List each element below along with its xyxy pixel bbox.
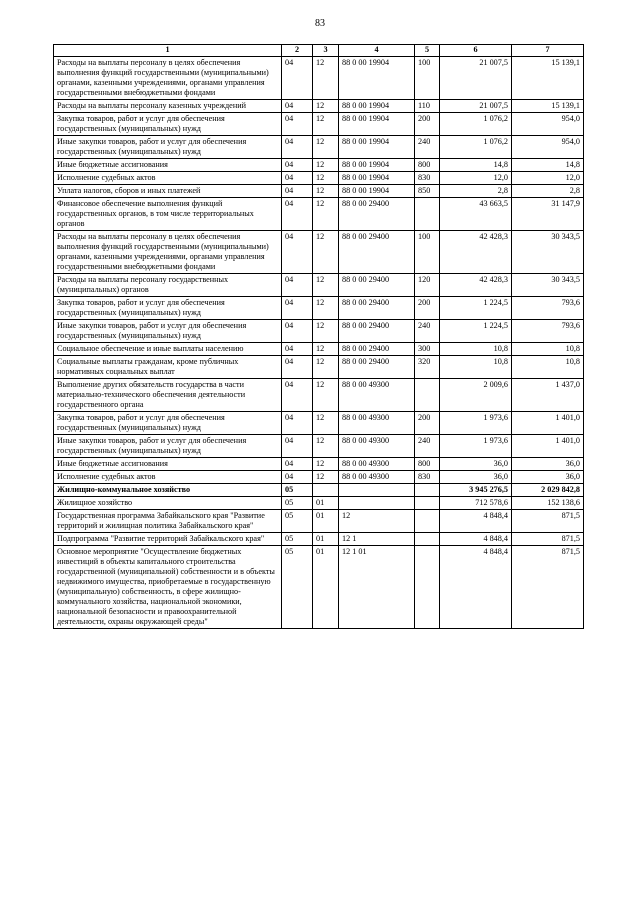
table-row <box>54 435 584 458</box>
amount-col7-cell: 1 401,0 <box>512 412 584 435</box>
section-code-cell: 04 <box>282 198 313 231</box>
amount-col7-cell: 12,0 <box>512 172 584 185</box>
amount-col7-cell: 152 138,6 <box>512 497 584 510</box>
amount-col7-cell: 871,5 <box>512 510 584 533</box>
subsection-code-cell: 12 <box>313 435 339 458</box>
table-row <box>54 185 584 198</box>
section-code-cell: 05 <box>282 533 313 546</box>
section-code-cell: 04 <box>282 320 313 343</box>
expense-type-code-cell <box>415 510 440 533</box>
amount-col7-cell: 14,8 <box>512 159 584 172</box>
amount-col7-cell: 871,5 <box>512 546 584 629</box>
target-item-code-cell: 88 0 00 29400 <box>339 297 415 320</box>
amount-col6-cell: 21 007,5 <box>440 57 512 100</box>
subsection-code-cell: 01 <box>313 510 339 533</box>
table-row <box>54 497 584 510</box>
expense-type-code-cell: 100 <box>415 231 440 274</box>
amount-col7-cell: 31 147,9 <box>512 198 584 231</box>
item-name-cell: Закупка товаров, работ и услуг для обеспечения государственных (муниципальных) нужд <box>54 412 282 435</box>
amount-col7-cell: 871,5 <box>512 533 584 546</box>
subsection-code-cell: 12 <box>313 471 339 484</box>
table-row <box>54 533 584 546</box>
column-header: 7 <box>512 45 584 57</box>
amount-col6-cell: 4 848,4 <box>440 510 512 533</box>
expense-type-code-cell: 100 <box>415 57 440 100</box>
item-name-cell: Иные закупки товаров, работ и услуг для обеспечения государственных (муниципальных) нужд <box>54 320 282 343</box>
budget-table <box>53 44 584 629</box>
item-name-cell: Социальные выплаты гражданам, кроме публичных нормативных социальных выплат <box>54 356 282 379</box>
amount-col7-cell: 36,0 <box>512 471 584 484</box>
target-item-code-cell: 12 1 01 <box>339 546 415 629</box>
table-row <box>54 231 584 274</box>
subsection-code-cell: 12 <box>313 297 339 320</box>
expense-type-code-cell: 800 <box>415 458 440 471</box>
section-code-cell: 04 <box>282 100 313 113</box>
amount-col6-cell: 1 076,2 <box>440 113 512 136</box>
target-item-code-cell: 88 0 00 49300 <box>339 412 415 435</box>
table-row <box>54 546 584 629</box>
table-row <box>54 136 584 159</box>
amount-col7-cell: 10,8 <box>512 343 584 356</box>
table-row <box>54 510 584 533</box>
target-item-code-cell: 88 0 00 29400 <box>339 356 415 379</box>
table-row <box>54 343 584 356</box>
item-name-cell: Социальное обеспечение и иные выплаты населению <box>54 343 282 356</box>
expense-type-code-cell: 240 <box>415 320 440 343</box>
column-header: 4 <box>339 45 415 57</box>
expense-type-code-cell: 200 <box>415 113 440 136</box>
expense-type-code-cell <box>415 198 440 231</box>
column-header: 5 <box>415 45 440 57</box>
subsection-code-cell: 12 <box>313 57 339 100</box>
amount-col6-cell: 21 007,5 <box>440 100 512 113</box>
amount-col6-cell: 2,8 <box>440 185 512 198</box>
section-code-cell: 04 <box>282 343 313 356</box>
amount-col7-cell: 793,6 <box>512 320 584 343</box>
target-item-code-cell: 88 0 00 29400 <box>339 231 415 274</box>
target-item-code-cell: 88 0 00 19904 <box>339 172 415 185</box>
table-row <box>54 159 584 172</box>
item-name-cell: Жилищное хозяйство <box>54 497 282 510</box>
item-name-cell: Иные бюджетные ассигнования <box>54 458 282 471</box>
expense-type-code-cell <box>415 497 440 510</box>
section-code-cell: 04 <box>282 185 313 198</box>
subsection-code-cell: 12 <box>313 100 339 113</box>
target-item-code-cell: 88 0 00 19904 <box>339 113 415 136</box>
expense-type-code-cell: 800 <box>415 159 440 172</box>
table-header-row <box>54 45 584 57</box>
target-item-code-cell <box>339 497 415 510</box>
item-name-cell: Закупка товаров, работ и услуг для обеспечения государственных (муниципальных) нужд <box>54 113 282 136</box>
section-code-cell: 05 <box>282 510 313 533</box>
amount-col6-cell: 1 076,2 <box>440 136 512 159</box>
target-item-code-cell: 88 0 00 19904 <box>339 185 415 198</box>
amount-col7-cell: 954,0 <box>512 136 584 159</box>
amount-col6-cell: 1 973,6 <box>440 412 512 435</box>
section-code-cell: 04 <box>282 231 313 274</box>
target-item-code-cell: 88 0 00 49300 <box>339 458 415 471</box>
section-code-cell: 04 <box>282 412 313 435</box>
section-code-cell: 04 <box>282 435 313 458</box>
section-code-cell: 04 <box>282 57 313 100</box>
column-header: 3 <box>313 45 339 57</box>
expense-type-code-cell: 830 <box>415 172 440 185</box>
target-item-code-cell: 12 1 <box>339 533 415 546</box>
item-name-cell: Финансовое обеспечение выполнения функций государственных органов, в том числе территориальных органов <box>54 198 282 231</box>
amount-col7-cell: 30 343,5 <box>512 274 584 297</box>
amount-col6-cell: 1 224,5 <box>440 297 512 320</box>
subsection-code-cell: 12 <box>313 320 339 343</box>
section-code-cell: 04 <box>282 136 313 159</box>
target-item-code-cell: 88 0 00 49300 <box>339 379 415 412</box>
item-name-cell: Государственная программа Забайкальского края "Развитие территорий и жилищная политика Забайкальского края" <box>54 510 282 533</box>
subsection-code-cell: 12 <box>313 185 339 198</box>
item-name-cell: Расходы на выплаты персоналу казенных учреждений <box>54 100 282 113</box>
section-code-cell: 04 <box>282 297 313 320</box>
expense-type-code-cell: 200 <box>415 297 440 320</box>
column-header: 2 <box>282 45 313 57</box>
amount-col7-cell: 2 029 842,8 <box>512 484 584 497</box>
subsection-code-cell: 12 <box>313 231 339 274</box>
section-code-cell: 04 <box>282 356 313 379</box>
amount-col6-cell: 14,8 <box>440 159 512 172</box>
expense-type-code-cell <box>415 546 440 629</box>
section-code-cell: 04 <box>282 172 313 185</box>
item-name-cell: Расходы на выплаты персоналу в целях обеспечения выполнения функций государственными (муниципальными) органами, казенными учреждениями, органами управления государственными внебюджетными фондами <box>54 231 282 274</box>
target-item-code-cell: 88 0 00 49300 <box>339 471 415 484</box>
amount-col7-cell: 15 139,1 <box>512 100 584 113</box>
item-name-cell: Основное мероприятие "Осуществление бюджетных инвестиций в объекты капитального строительства государственной (муниципальной) собственности и в объекты недвижимого имущества, приобретаемые в государственную (муниципальную) собственность, в сфере жилищно-коммунального хозяйства, национальной экономики, национальной безопасности и правоохранительной деятельности, охраны окружающей среды" <box>54 546 282 629</box>
page-number: 83 <box>315 18 325 29</box>
amount-col6-cell: 3 945 276,5 <box>440 484 512 497</box>
column-header: 6 <box>440 45 512 57</box>
amount-col6-cell: 10,8 <box>440 343 512 356</box>
item-name-cell: Расходы на выплаты персоналу государственных (муниципальных) органов <box>54 274 282 297</box>
amount-col7-cell: 1 401,0 <box>512 435 584 458</box>
expense-type-code-cell: 300 <box>415 343 440 356</box>
subsection-code-cell: 01 <box>313 533 339 546</box>
amount-col6-cell: 36,0 <box>440 471 512 484</box>
amount-col6-cell: 4 848,4 <box>440 533 512 546</box>
amount-col6-cell: 12,0 <box>440 172 512 185</box>
item-name-cell: Иные закупки товаров, работ и услуг для обеспечения государственных (муниципальных) нужд <box>54 136 282 159</box>
target-item-code-cell: 88 0 00 19904 <box>339 100 415 113</box>
item-name-cell: Жилищно-коммунальное хозяйство <box>54 484 282 497</box>
subsection-code-cell: 12 <box>313 343 339 356</box>
subsection-code-cell: 12 <box>313 379 339 412</box>
subsection-code-cell: 01 <box>313 546 339 629</box>
item-name-cell: Исполнение судебных актов <box>54 172 282 185</box>
table-row <box>54 113 584 136</box>
item-name-cell: Исполнение судебных актов <box>54 471 282 484</box>
amount-col7-cell: 10,8 <box>512 356 584 379</box>
item-name-cell: Иные закупки товаров, работ и услуг для обеспечения государственных (муниципальных) нужд <box>54 435 282 458</box>
subsection-code-cell: 12 <box>313 172 339 185</box>
amount-col7-cell: 954,0 <box>512 113 584 136</box>
subsection-code-cell: 12 <box>313 113 339 136</box>
table-row <box>54 320 584 343</box>
expense-type-code-cell <box>415 533 440 546</box>
target-item-code-cell: 88 0 00 19904 <box>339 159 415 172</box>
expense-type-code-cell <box>415 379 440 412</box>
section-code-cell: 05 <box>282 497 313 510</box>
amount-col7-cell: 15 139,1 <box>512 57 584 100</box>
expense-type-code-cell: 830 <box>415 471 440 484</box>
target-item-code-cell: 88 0 00 29400 <box>339 274 415 297</box>
section-code-cell: 04 <box>282 274 313 297</box>
table-row <box>54 57 584 100</box>
section-code-cell: 04 <box>282 458 313 471</box>
table-row <box>54 274 584 297</box>
amount-col7-cell: 1 437,0 <box>512 379 584 412</box>
expense-type-code-cell: 320 <box>415 356 440 379</box>
amount-col7-cell: 793,6 <box>512 297 584 320</box>
table-row <box>54 100 584 113</box>
expense-type-code-cell: 850 <box>415 185 440 198</box>
section-code-cell: 04 <box>282 379 313 412</box>
amount-col6-cell: 42 428,3 <box>440 274 512 297</box>
table-row <box>54 297 584 320</box>
subsection-code-cell: 12 <box>313 136 339 159</box>
item-name-cell: Иные бюджетные ассигнования <box>54 159 282 172</box>
amount-col7-cell: 36,0 <box>512 458 584 471</box>
subsection-code-cell <box>313 484 339 497</box>
amount-col6-cell: 10,8 <box>440 356 512 379</box>
amount-col6-cell: 4 848,4 <box>440 546 512 629</box>
target-item-code-cell: 88 0 00 49300 <box>339 435 415 458</box>
target-item-code-cell: 12 <box>339 510 415 533</box>
table-row <box>54 198 584 231</box>
subsection-code-cell: 12 <box>313 356 339 379</box>
column-header: 1 <box>54 45 282 57</box>
section-code-cell: 05 <box>282 484 313 497</box>
amount-col6-cell: 36,0 <box>440 458 512 471</box>
item-name-cell: Расходы на выплаты персоналу в целях обеспечения выполнения функций государственными (муниципальными) органами, казенными учреждениями, органами управления государственными внебюджетными фондами <box>54 57 282 100</box>
target-item-code-cell <box>339 484 415 497</box>
table-row <box>54 471 584 484</box>
table-row <box>54 379 584 412</box>
table-row <box>54 356 584 379</box>
expense-type-code-cell <box>415 484 440 497</box>
section-code-cell: 04 <box>282 113 313 136</box>
expense-type-code-cell: 200 <box>415 412 440 435</box>
target-item-code-cell: 88 0 00 29400 <box>339 320 415 343</box>
subsection-code-cell: 12 <box>313 159 339 172</box>
section-code-cell: 04 <box>282 159 313 172</box>
target-item-code-cell: 88 0 00 29400 <box>339 343 415 356</box>
table-row <box>54 172 584 185</box>
item-name-cell: Уплата налогов, сборов и иных платежей <box>54 185 282 198</box>
section-code-cell: 05 <box>282 546 313 629</box>
amount-col6-cell: 712 578,6 <box>440 497 512 510</box>
amount-col6-cell: 1 224,5 <box>440 320 512 343</box>
amount-col6-cell: 42 428,3 <box>440 231 512 274</box>
expense-type-code-cell: 120 <box>415 274 440 297</box>
item-name-cell: Подпрограмма "Развитие территорий Забайкальского края" <box>54 533 282 546</box>
expense-type-code-cell: 110 <box>415 100 440 113</box>
expense-type-code-cell: 240 <box>415 136 440 159</box>
subsection-code-cell: 12 <box>313 198 339 231</box>
amount-col7-cell: 2,8 <box>512 185 584 198</box>
item-name-cell: Закупка товаров, работ и услуг для обеспечения государственных (муниципальных) нужд <box>54 297 282 320</box>
target-item-code-cell: 88 0 00 19904 <box>339 57 415 100</box>
amount-col6-cell: 2 009,6 <box>440 379 512 412</box>
target-item-code-cell: 88 0 00 29400 <box>339 198 415 231</box>
amount-col6-cell: 43 663,5 <box>440 198 512 231</box>
section-code-cell: 04 <box>282 471 313 484</box>
target-item-code-cell: 88 0 00 19904 <box>339 136 415 159</box>
table-row <box>54 484 584 497</box>
item-name-cell: Выполнение других обязательств государства в части материально-технического обеспечения деятельности государственного органа <box>54 379 282 412</box>
expense-type-code-cell: 240 <box>415 435 440 458</box>
amount-col6-cell: 1 973,6 <box>440 435 512 458</box>
table-row <box>54 412 584 435</box>
amount-col7-cell: 30 343,5 <box>512 231 584 274</box>
subsection-code-cell: 12 <box>313 274 339 297</box>
subsection-code-cell: 12 <box>313 458 339 471</box>
table-row <box>54 458 584 471</box>
subsection-code-cell: 12 <box>313 412 339 435</box>
table-body <box>54 57 584 629</box>
subsection-code-cell: 01 <box>313 497 339 510</box>
